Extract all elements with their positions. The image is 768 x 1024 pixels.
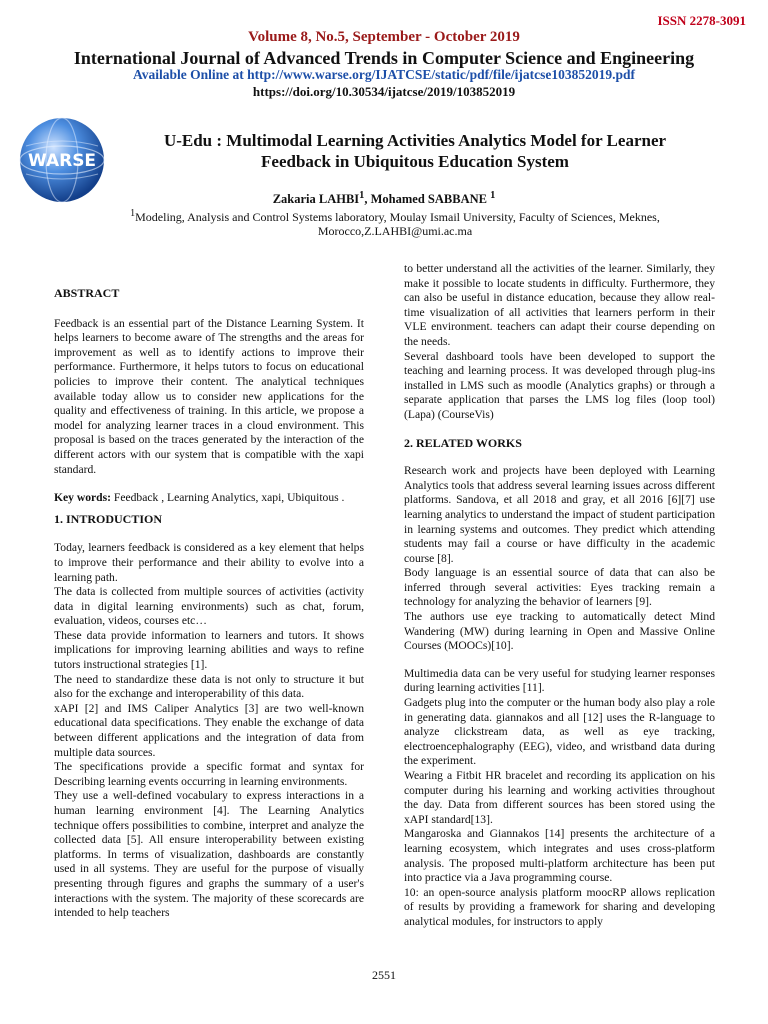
continued-paragraph: to better understand all the activities of the learner. Similarly, they make it possible to locate students in difficulty. Furthermore, they can also be useful in distance education, because they allow real-time visualization of all activities that learners perform in their VLE environment. teachers can adapt their course depending on the needs. xyxy=(404,262,715,348)
keywords-list: Feedback , Learning Analytics, xapi, Ubiquitous . xyxy=(111,491,345,505)
right-column xyxy=(404,262,715,930)
paper-title xyxy=(110,130,720,172)
affiliation-text: Modeling, Analysis and Control Systems laboratory, Moulay Ismail University, Faculty of Sciences, Meknes, Morocco,Z.LAHBI@umi.ac.ma xyxy=(135,210,660,238)
related-paragraph: Research work and projects have been deployed with Learning Analytics tools that address several learning issues across different platforms. Sandova, et all 2018 and gray, et all 2016 [6][7] use learning analytics to understand the impact of student participation in learning systems and outcomes. They predict which attending students may fail a course or have difficulty in the academic course [8]. xyxy=(404,464,715,565)
availability-line xyxy=(0,67,768,83)
related-paragraph: Body language is an essential source of data that can also be inferred through several activities: Eyes tracking remain a technology for analyzing the behavior of learners [9]. xyxy=(404,566,715,609)
page-number: 2551 xyxy=(372,968,396,982)
intro-heading: 1. INTRODUCTION xyxy=(54,511,163,526)
intro-paragraph: These data provide information to learners and tutors. It shows implications for improving learning abilities and ways to refine tutors instructional strategies [1]. xyxy=(54,628,364,672)
abstract-text: Feedback is an essential part of the Distance Learning System. It helps learners to become aware of The strengths and the areas for improvement as well as to identify actions to improve their performance. Furthermore, it helps tutors to focus on educational policies to improve their content. The analytical techniques available today allow us to consider new applications for the quality and effectiveness of training. In this article, we propose a model for analyzing learner traces in a cloud environment. This proposal is based on the traces generated by the interaction of the different actors with our system that is compatible with the xapi standard. xyxy=(54,316,364,476)
available-prefix: Available Online at xyxy=(132,67,248,82)
continued-paragraph: Several dashboard tools have been developed to support the teaching and learning process. It was developed through plug-ins installed in LMS such as moodle (Analytics graphs) or through a separate application that parses the LMS log files (loop tool) (Lapa) (CourseVis) xyxy=(404,349,715,421)
multimedia-paragraph: Multimedia data can be very useful for studying learner responses during learning activities [11]. xyxy=(404,666,715,695)
keywords-label: Key words: xyxy=(54,491,111,505)
pdf-link[interactable]: http://www.warse.org/IJATCSE/static/pdf/file/ijatcse103852019.pdf xyxy=(247,67,635,82)
title-line-1: U-Edu : Multimodal Learning Activities Analytics Model for Learner xyxy=(163,131,667,150)
intro-paragraph: The data is collected from multiple sources of activities (activity data in digital learning environments) such as chat, forum, evaluation, videos, courses etc… xyxy=(54,585,364,628)
related-works-heading: 2. RELATED WORKS xyxy=(404,435,522,450)
multimedia-paragraph: 10: an open-source analysis platform moocRP allows replication of results by providing a framework for sharing and developing analytical modules, for instructors to apply xyxy=(404,885,715,928)
authors xyxy=(0,190,768,207)
author-2: Mohamed SABBANE xyxy=(370,192,487,207)
intro-paragraph: Today, learners feedback is considered as a key element that helps to improve their performance and their ability to evolve into a learning path. xyxy=(54,541,364,584)
author-1-affil: 1 xyxy=(359,190,365,201)
journal-name: International Journal of Advanced Trends in Computer Science and Engineering xyxy=(73,48,695,68)
volume-info: Volume 8, No.5, September - October 2019 xyxy=(248,29,520,45)
author-1: Zakaria LAHBI xyxy=(272,192,360,207)
intro-paragraph: xAPI [2] and IMS Caliper Analytics [3] are two well-known educational data specifications. They enable the exchange of data between different applications and the integration of data from multiple data sources. xyxy=(54,701,364,759)
issn-label: ISSN 2278-3091 xyxy=(657,13,746,28)
doi-link[interactable]: https://doi.org/10.30534/ijatcse/2019/103852019 xyxy=(252,84,516,99)
author-2-affil: 1 xyxy=(490,190,496,201)
title-line-2: Feedback in Ubiquitous Education System xyxy=(261,152,569,171)
intro-paragraph: The need to standardize these data is not only to structure it but also for the exchange and interoperability of this data. xyxy=(54,672,364,701)
multimedia-paragraph: Mangaroska and Giannakos [14] presents the architecture of a learning ecosystem, which integrates and uses cross-platform analysis. The proposed multi-platform architecture has been put into practice via a Java programming course. xyxy=(404,827,715,885)
multimedia-paragraph: Gadgets plug into the computer or the human body also play a role in generating data. giannakos and all [12] uses the R-language to analyze clickstream data, as well as eye tracking, electroencephalography (EEG), video, and wristband data during the experiment. xyxy=(404,696,715,768)
intro-paragraph: They use a well-defined vocabulary to express interactions in a human learning environment [4]. The Learning Analytics technique offers possibilities to combine, interpret and analyze the collected data [5]. All ensure interoperability between existing platforms. In terms of visualization, dashboards are constantly used in all systems. They are useful for the purpose of visually presenting through figures and graphs the summary of a user's interactions with the system. The majority of these scorecards are intended to help teachers xyxy=(54,789,364,920)
multimedia-paragraph: Wearing a Fitbit HR bracelet and recording its application on his computer during his learning and working activities throughout the day. Data from different sources has been stored using the xAPI standard[13]. xyxy=(404,769,715,826)
intro-paragraph: The specifications provide a specific format and syntax for Describing learning events occurring in learning environments. xyxy=(54,760,364,788)
related-paragraph: The authors use eye tracking to automatically detect Mind Wandering (MW) during learning in Open and Massive Online Courses (MOOCs)[10]. xyxy=(404,610,715,653)
affiliation-marker: 1 xyxy=(130,208,136,219)
affiliation xyxy=(90,207,700,238)
author-separator: , xyxy=(364,192,371,207)
left-column xyxy=(54,264,364,921)
abstract-heading: ABSTRACT xyxy=(54,286,120,300)
logo-text: WARSE xyxy=(27,151,97,171)
keywords xyxy=(54,491,364,506)
